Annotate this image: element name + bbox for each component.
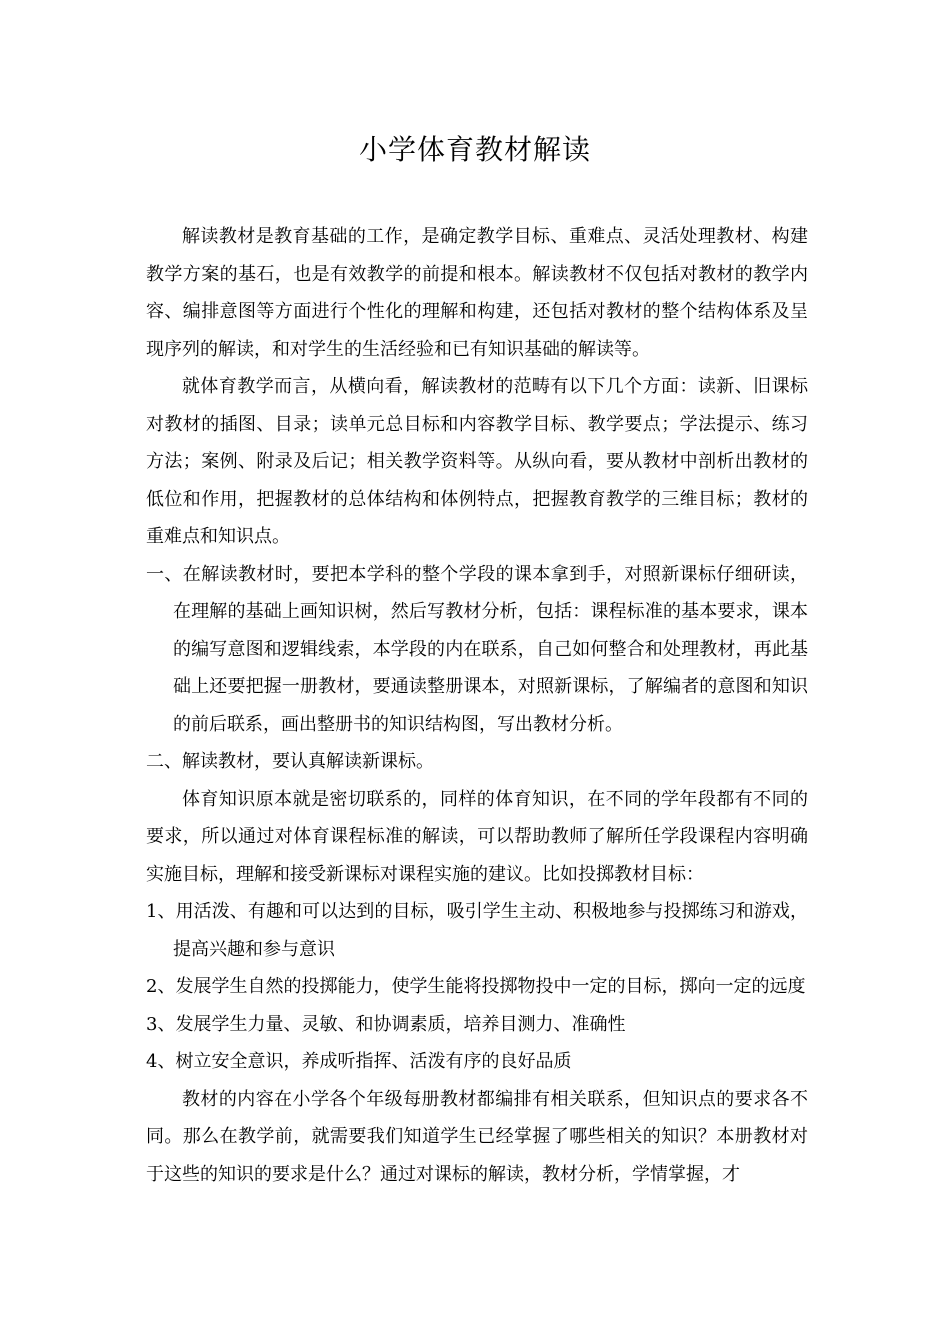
section-two-heading: 二、解读教材，要认真解读新课标。 xyxy=(146,751,434,772)
paragraph-content: 教材的内容在小学各个年级每册教材都编排有相关联系，但知识点的要求各不同。那么在教学前，就需要我们知道学生已经掌握了哪些相关的知识？本册教材对于这些的知识的要求是什么？通过对课标的解读，教材分析，学情掌握，才 xyxy=(146,1088,808,1185)
list-item-4: 4、树立安全意识，养成听指挥、活泼有序的良好品质 xyxy=(146,1051,572,1072)
section-one: 一、在解读教材时，要把本学科的整个学段的课本拿到手，对照新课标仔细研读，在理解的基础上画知识树，然后写教材分析，包括：课程标准的基本要求，课本的编写意图和逻辑线索，本学段的内在联系，自己如何整合和处理教材，再此基础上还要把握一册教材，要通读整册课本，对照新课标，了解编者的意图和知识的前后联系，画出整册书的知识结构图，写出教材分析。 xyxy=(146,563,808,735)
page-title: 小学体育教材解读 xyxy=(358,133,591,166)
list-item-2: 2、发展学生自然的投掷能力，使学生能将投掷物投中一定的目标，掷向一定的远度 xyxy=(146,976,806,997)
paragraph-curriculum: 体育知识原本就是密切联系的，同样的体育知识，在不同的学年段都有不同的要求，所以通过对体育课程标准的解读，可以帮助教师了解所任学段课程内容明确实施目标，理解和接受新课标对课程实施的建议。比如投掷教材目标： xyxy=(146,788,808,885)
list-item-1: 1、用活泼、有趣和可以达到的目标，吸引学生主动、积极地参与投掷练习和游戏，提高兴趣和参与意识 xyxy=(146,901,808,960)
paragraph-scope: 就体育教学而言，从横向看，解读教材的范畴有以下几个方面：读新、旧课标对教材的插图、目录；读单元总目标和内容教学目标、教学要点；学法提示、练习方法；案例、附录及后记；相关教学资料等。从纵向看，要从教材中剖析出教材的低位和作用，把握教材的总体结构和体例特点，把握教育教学的三维目标；教材的重难点和知识点。 xyxy=(146,376,808,547)
paragraph-intro: 解读教材是教育基础的工作，是确定教学目标、重难点、灵活处理教材、构建教学方案的基石，也是有效教学的前提和根本。解读教材不仅包括对教材的教学内容、编排意图等方面进行个性化的理解和构建，还包括对教材的整个结构体系及呈现序列的解读，和对学生的生活经验和已有知识基础的解读等。 xyxy=(146,226,808,360)
list-item-3: 3、发展学生力量、灵敏、和协调素质，培养目测力、准确性 xyxy=(146,1013,626,1035)
document-body xyxy=(146,218,808,1193)
